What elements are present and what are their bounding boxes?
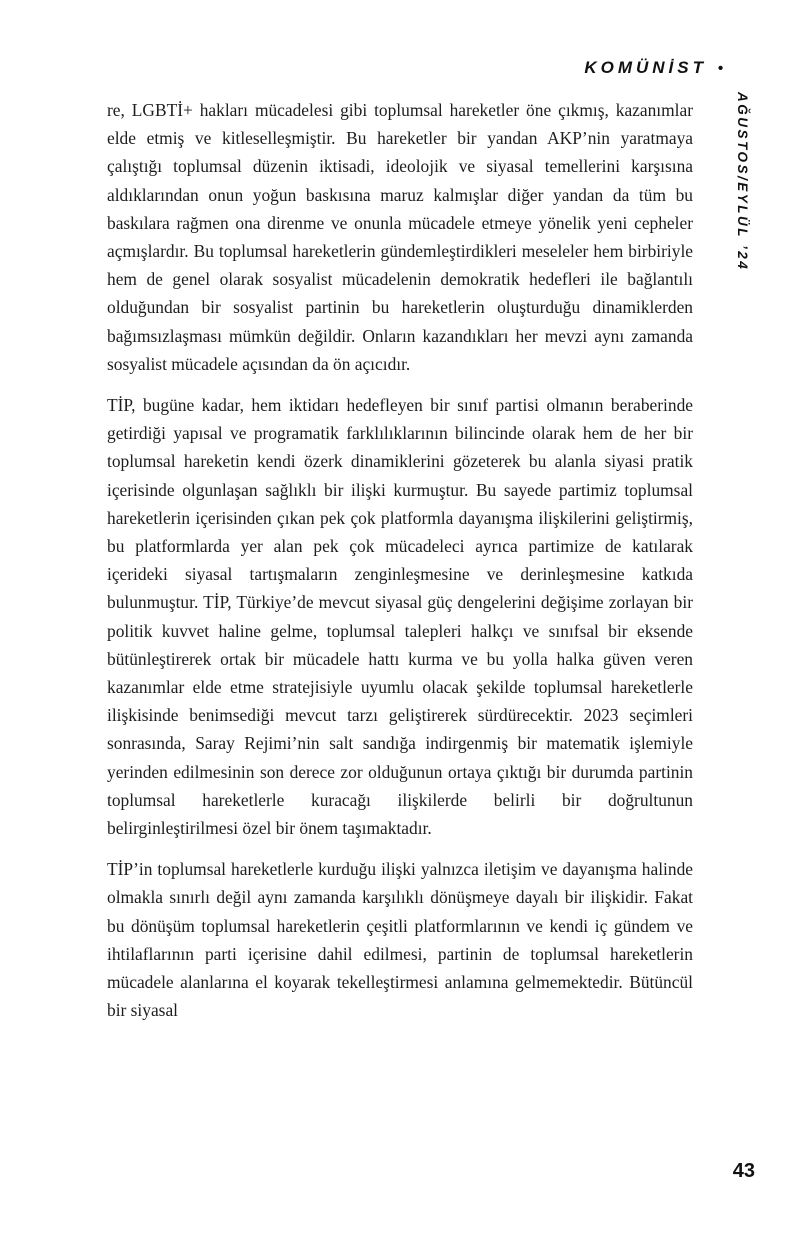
article-paragraph-1: re, LGBTİ+ hakları mücadelesi gibi toplumsal hareketler öne çıkmış, kazanımlar elde etmiş ve kitleselleşmiştir. Bu hareketler bir yandan AKP’nin yaratmaya çalıştığı toplumsal düzenin iktisadi, ideolojik ve siyasal temellerini karşısına aldıklarından onun yoğun baskısına maruz kalmışlar diğer yandan da tüm bu baskılara rağmen ona direnme ve onunla mücadele etmeye yönelik yeni cepheler açmışlardır. Bu toplumsal hareketlerin gündemleştirdikleri meseleler hem birbiriyle hem de genel olarak sosyalist mücadelenin demokratik hedefleri ile bağlantılı olduğundan bir sosyalist partinin bu hareketlerin oluşturduğu dinamiklerden bağımsızlaşması mümkün değildir. Onların kazandıkları her mevzi aynı zamanda sosyalist mücadele açısından da ön açıcıdır. <box>107 100 693 374</box>
article-paragraph-3: TİP’in toplumsal hareketlerle kurduğu ilişki yalnızca iletişim ve dayanışma halinde olmakla sınırlı değil aynı zamanda karşılıklı dönüşmeye dayalı bir ilişkidir. Fakat bu dönüşüm toplumsal hareketlerin çeşitli platformlarının ve kendi iç gündem ve ihtilaflarının parti içerisine dahil edilmesi, partinin de toplumsal hareketlerin mücadele alanlarına el koyarak tekelleştirmesi anlamına gelmemektedir. Bütüncül bir siyasal <box>107 859 693 1021</box>
bullet-icon: • <box>717 60 723 77</box>
magazine-title: KOMÜNİST <box>584 58 707 77</box>
article-paragraph-2: TİP, bugüne kadar, hem iktidarı hedefleyen bir sınıf partisi olmanın beraberinde getirdiği yapısal ve programatik farklılıklarının bilincinde olarak hem de her bir toplumsal hareketin kendi özerk dinamiklerini gözeterek bu alanla siyasi pratik içerisinde olgunlaşan sağlıklı bir ilişki kurmuştur. Bu sayede partimiz toplumsal hareketlerin içerisinden çıkan pek çok platformla dayanışma ilişkilerini geliştirmiş, bu platformlarda yer alan pek çok mücadeleci ayrıca partimize de katılarak içerideki siyasal tartışmaların zenginleşmesine ve derinleşmesine katkıda bulunmuştur. TİP, Türkiye’de mevcut siyasal güç dengelerini değişime zorlayan bir politik kuvvet haline gelme, toplumsal talepleri halkçı ve sınıfsal bir eksende bütünleştirerek ortak bir mücadele hattı kurma ve bu yolla halka güven veren kazanımlar elde etme stratejisiyle uyumlu olacak şekilde toplumsal hareketlerle ilişkisinde benimsediği mevcut tarzı geliştirerek sürdürecektir. 2023 seçimleri sonrasında, Saray Rejimi’nin salt sandığa indirgenmiş bir matematik işlemiyle yerinden edilmesinin son derece zor olduğunun ortaya çıktığı bir durumda partinin toplumsal hareketlerle kuracağı ilişkilerde belirli bir doğrultunun belirginleştirilmesi özel bir önem taşımaktadır. <box>107 395 693 839</box>
magazine-masthead <box>0 58 723 78</box>
page-number: 43 <box>732 1160 755 1182</box>
article-body <box>107 96 693 1038</box>
issue-date-vertical-label: AĞUSTOS/EYLÜL ’24 <box>735 92 750 272</box>
